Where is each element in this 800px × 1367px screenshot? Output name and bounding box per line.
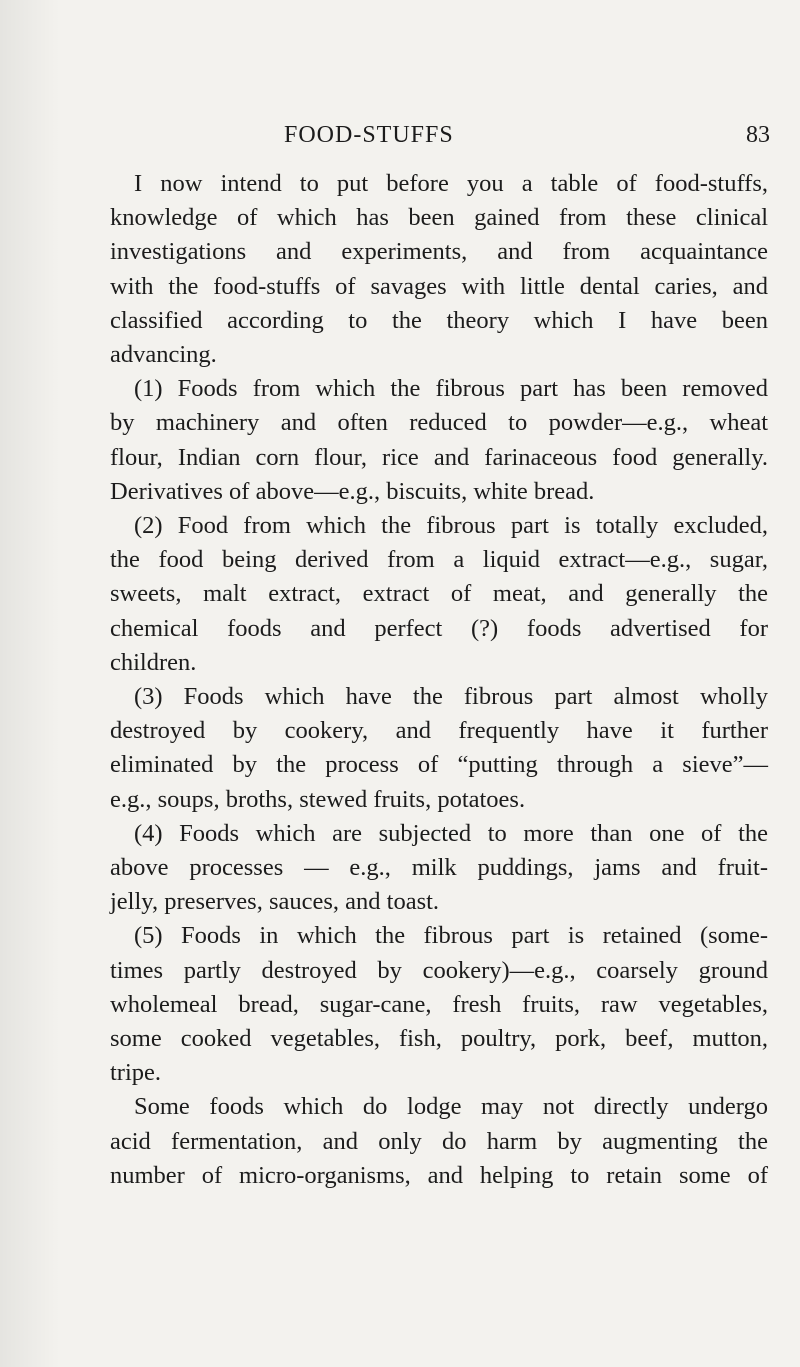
text-line: number of micro-organisms, and helping to retain some of (110, 1161, 768, 1189)
text-line: children. (110, 648, 197, 676)
text-line: I now intend to put before you a table of food-stuffs, (134, 170, 768, 197)
running-head: FOOD-STUFFS (284, 122, 454, 148)
text-line: classified according to the theory which I have been (110, 306, 768, 334)
paragraph-item-1 (110, 372, 768, 509)
paragraph-item-3 (110, 680, 768, 817)
text-line: (4) Foods which are subjected to more than one of the (134, 819, 768, 847)
text-line: (3) Foods which have the fibrous part almost wholly (134, 683, 768, 711)
text-line: by machinery and often reduced to powder—e.g., wheat (110, 409, 768, 437)
text-line: destroyed by cookery, and frequently have it further (110, 717, 768, 745)
text-line: (1) Foods from which the fibrous part has been removed (134, 375, 768, 403)
text-line: some cooked vegetables, fish, poultry, pork, beef, mutton, (110, 1025, 768, 1053)
text-line: acid fermentation, and only do harm by augmenting the (110, 1127, 768, 1155)
text-line: above processes — e.g., milk puddings, jams and fruit- (110, 854, 768, 882)
text-line: with the food-stuffs of savages with little dental caries, and (110, 272, 768, 300)
body-text (110, 167, 768, 1193)
text-line: e.g., soups, broths, stewed fruits, potatoes. (110, 785, 526, 813)
text-line: Derivatives of above—e.g., biscuits, white bread. (110, 477, 595, 505)
text-line: investigations and experiments, and from acquaintance (110, 238, 768, 266)
text-line: (2) Food from which the fibrous part is totally excluded, (134, 512, 768, 540)
text-line: advancing. (110, 341, 217, 369)
paragraph-item-4 (110, 817, 768, 920)
text-line: tripe. (110, 1059, 162, 1087)
page-gutter-shadow (0, 0, 60, 1367)
text-line: (5) Foods in which the fibrous part is retained (some- (134, 922, 768, 950)
text-line: the food being derived from a liquid extract—e.g., sugar, (110, 546, 768, 574)
paragraph-item-2 (110, 509, 768, 680)
page-header (110, 122, 770, 152)
text-line: sweets, malt extract, extract of meat, and generally the (110, 580, 768, 608)
text-line: wholemeal bread, sugar-cane, fresh fruits, raw vegetables, (110, 990, 768, 1018)
text-line: Some foods which do lodge may not directly undergo (134, 1093, 768, 1121)
text-line: knowledge of which has been gained from these clinical (110, 204, 768, 232)
text-line: jelly, preserves, sauces, and toast. (110, 888, 440, 916)
text-line: chemical foods and perfect (?) foods advertised for (110, 614, 768, 642)
paragraph-intro (110, 167, 768, 372)
text-line: eliminated by the process of “putting through a sieve”— (110, 751, 768, 779)
paragraph-item-5 (110, 919, 768, 1090)
text-line: flour, Indian corn flour, rice and farinaceous food generally. (110, 443, 768, 471)
page-number: 83 (746, 122, 770, 148)
text-line: times partly destroyed by cookery)—e.g., coarsely ground (110, 956, 768, 984)
paragraph-closing (110, 1090, 768, 1193)
